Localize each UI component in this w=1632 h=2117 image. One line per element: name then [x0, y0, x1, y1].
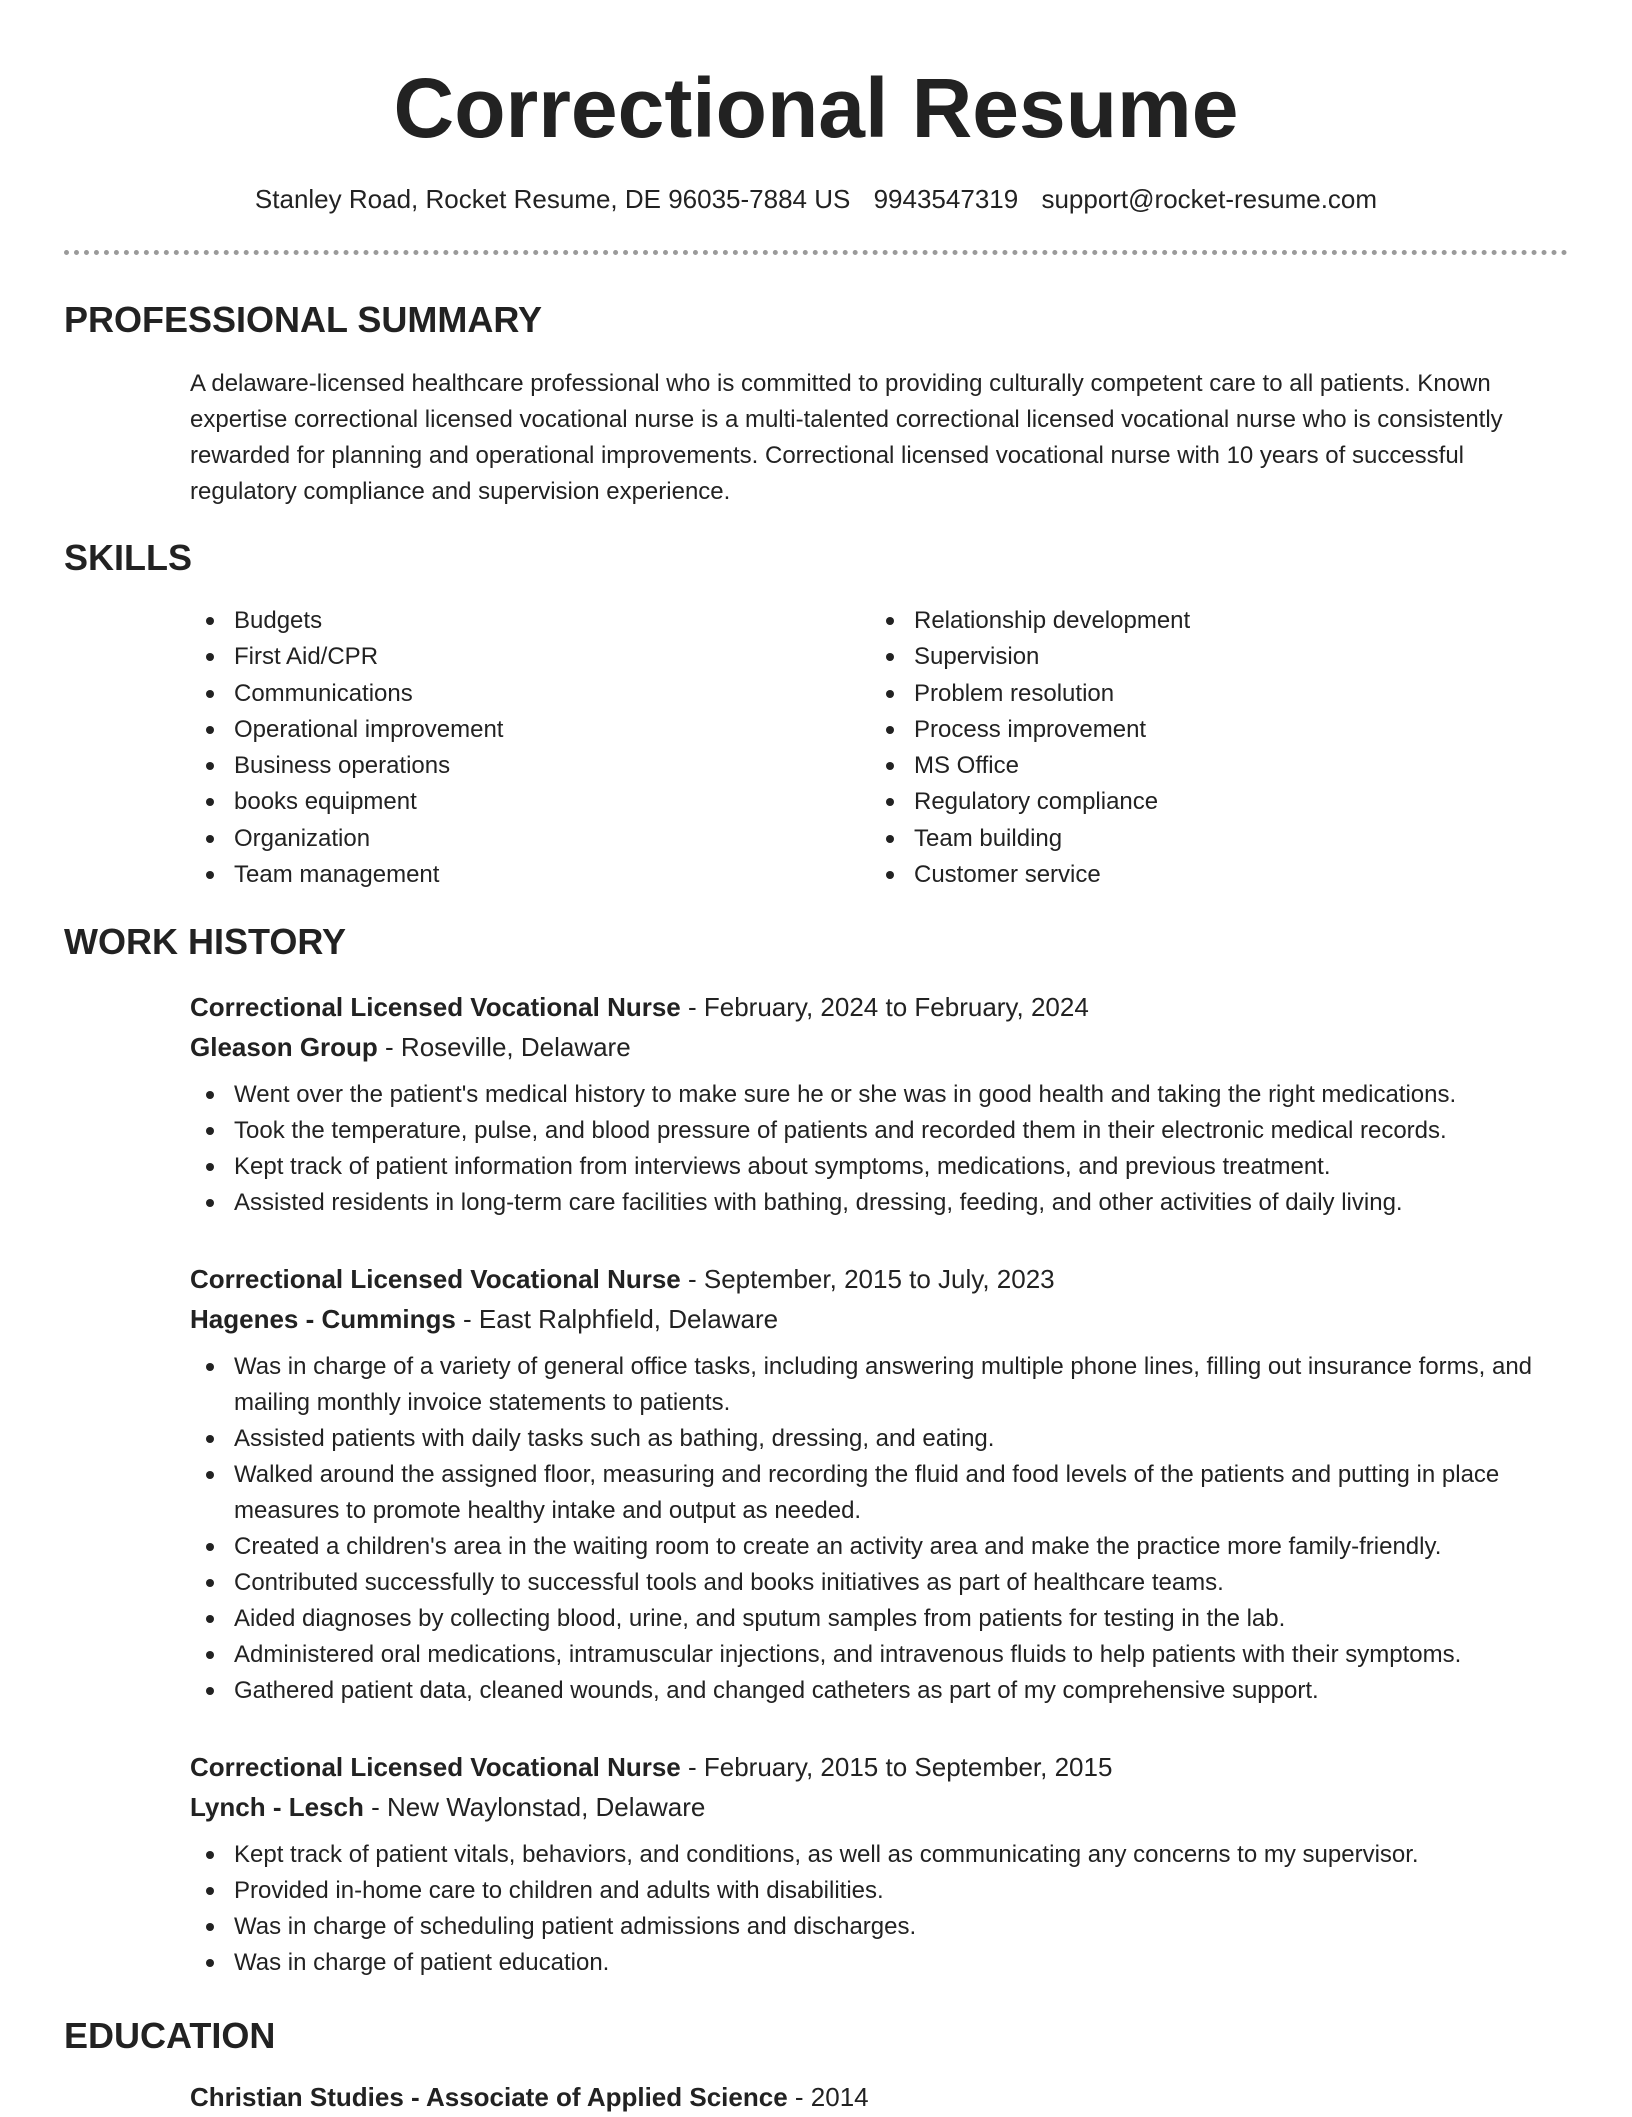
section-title-summary: PROFESSIONAL SUMMARY [64, 299, 543, 340]
education-line [190, 2077, 1570, 2117]
skill-item: Relationship development [870, 603, 1490, 639]
header-divider [64, 250, 1568, 255]
job-entry [190, 1259, 1570, 1709]
job-duty: Went over the patient's medical history to make sure he or she was in good health and taking the right medications. [190, 1077, 1570, 1113]
job-entry [190, 1747, 1570, 1981]
job-company: Gleason Group [190, 1032, 378, 1062]
education-year: - 2014 [787, 2082, 869, 2112]
skill-item: Team management [190, 857, 810, 893]
job-duty: Contributed successfully to successful tools and books initiatives as part of healthcare teams. [190, 1565, 1570, 1601]
job-duty: Created a children's area in the waiting room to create an activity area and make the practice more family-friendly. [190, 1529, 1570, 1565]
skills-list-right [870, 603, 1490, 893]
skill-item: Communications [190, 676, 810, 712]
section-title-education: EDUCATION [64, 2015, 276, 2056]
skill-item: MS Office [870, 748, 1490, 784]
job-duty: Assisted patients with daily tasks such as bathing, dressing, and eating. [190, 1421, 1570, 1457]
job-location: - New Waylonstad, Delaware [363, 1792, 706, 1822]
job-duties [190, 1349, 1570, 1709]
job-duty: Kept track of patient vitals, behaviors, and conditions, as well as communicating any concerns to my supervisor. [190, 1837, 1570, 1873]
section-title-skills: SKILLS [64, 537, 193, 578]
skill-item: Supervision [870, 639, 1490, 675]
job-dates: - September, 2015 to July, 2023 [680, 1264, 1055, 1294]
skill-item: Process improvement [870, 712, 1490, 748]
job-company-line [190, 1787, 1570, 1827]
job-location: - Roseville, Delaware [377, 1032, 631, 1062]
skill-item: Problem resolution [870, 676, 1490, 712]
job-duty: Walked around the assigned floor, measuring and recording the fluid and food levels of the patients and putting in place measures to promote healthy intake and output as needed. [190, 1457, 1570, 1529]
skill-item: Customer service [870, 857, 1490, 893]
education-degree: Christian Studies - Associate of Applied Science [190, 2082, 788, 2112]
job-duty: Was in charge of scheduling patient admissions and discharges. [190, 1909, 1570, 1945]
job-duty: Kept track of patient information from interviews about symptoms, medications, and previous treatment. [190, 1149, 1570, 1185]
skill-item: First Aid/CPR [190, 639, 810, 675]
job-company-line [190, 1027, 1570, 1067]
job-title: Correctional Licensed Vocational Nurse [190, 1752, 681, 1782]
job-title: Correctional Licensed Vocational Nurse [190, 992, 681, 1022]
resume-title: Correctional Resume [393, 61, 1239, 155]
job-duty: Gathered patient data, cleaned wounds, and changed catheters as part of my comprehensive support. [190, 1673, 1570, 1709]
contact-info [0, 182, 1632, 216]
education-entry [190, 2077, 1570, 2117]
skill-item: Operational improvement [190, 712, 810, 748]
skill-item: Team building [870, 821, 1490, 857]
job-company: Hagenes - Cummings [190, 1304, 456, 1334]
contact-email[interactable]: support@rocket-resume.com [1041, 184, 1378, 214]
job-dates: - February, 2024 to February, 2024 [680, 992, 1089, 1022]
job-title: Correctional Licensed Vocational Nurse [190, 1264, 681, 1294]
job-entry [190, 987, 1570, 1221]
job-title-line [190, 987, 1570, 1027]
job-duty: Administered oral medications, intramuscular injections, and intravenous fluids to help patients with their symptoms. [190, 1637, 1570, 1673]
job-duty: Provided in-home care to children and adults with disabilities. [190, 1873, 1570, 1909]
skill-item: Regulatory compliance [870, 784, 1490, 820]
job-title-line [190, 1259, 1570, 1299]
skill-item: books equipment [190, 784, 810, 820]
skill-item: Business operations [190, 748, 810, 784]
job-duty: Was in charge of a variety of general office tasks, including answering multiple phone lines, filling out insurance forms, and mailing monthly invoice statements to patients. [190, 1349, 1570, 1421]
contact-phone[interactable]: 9943547319 [873, 184, 1019, 214]
job-location: - East Ralphfield, Delaware [455, 1304, 779, 1334]
section-title-work-history: WORK HISTORY [64, 921, 347, 962]
contact-address: Stanley Road, Rocket Resume, DE 96035-7884 US [254, 184, 851, 214]
job-duties [190, 1837, 1570, 1981]
job-duty: Aided diagnoses by collecting blood, urine, and sputum samples from patients for testing in the lab. [190, 1601, 1570, 1637]
job-duty: Assisted residents in long-term care facilities with bathing, dressing, feeding, and other activities of daily living. [190, 1185, 1570, 1221]
summary-text: A delaware-licensed healthcare professional who is committed to providing culturally competent care to all patients. Known expertise correctional licensed vocational nurse is a multi-talented correctional licensed vocational nurse who is consistently rewarded for planning and operational improvements. Correctional licensed vocational nurse with 10 years of successful regulatory compliance and supervision experience. [190, 370, 1503, 505]
job-duty: Took the temperature, pulse, and blood pressure of patients and recorded them in their electronic medical records. [190, 1113, 1570, 1149]
skill-item: Budgets [190, 603, 810, 639]
job-duty: Was in charge of patient education. [190, 1945, 1570, 1981]
job-title-line [190, 1747, 1570, 1787]
job-duties [190, 1077, 1570, 1221]
job-company-line [190, 1299, 1570, 1339]
job-dates: - February, 2015 to September, 2015 [680, 1752, 1113, 1782]
skill-item: Organization [190, 821, 810, 857]
job-company: Lynch - Lesch [190, 1792, 364, 1822]
skills-list-left [190, 603, 810, 893]
